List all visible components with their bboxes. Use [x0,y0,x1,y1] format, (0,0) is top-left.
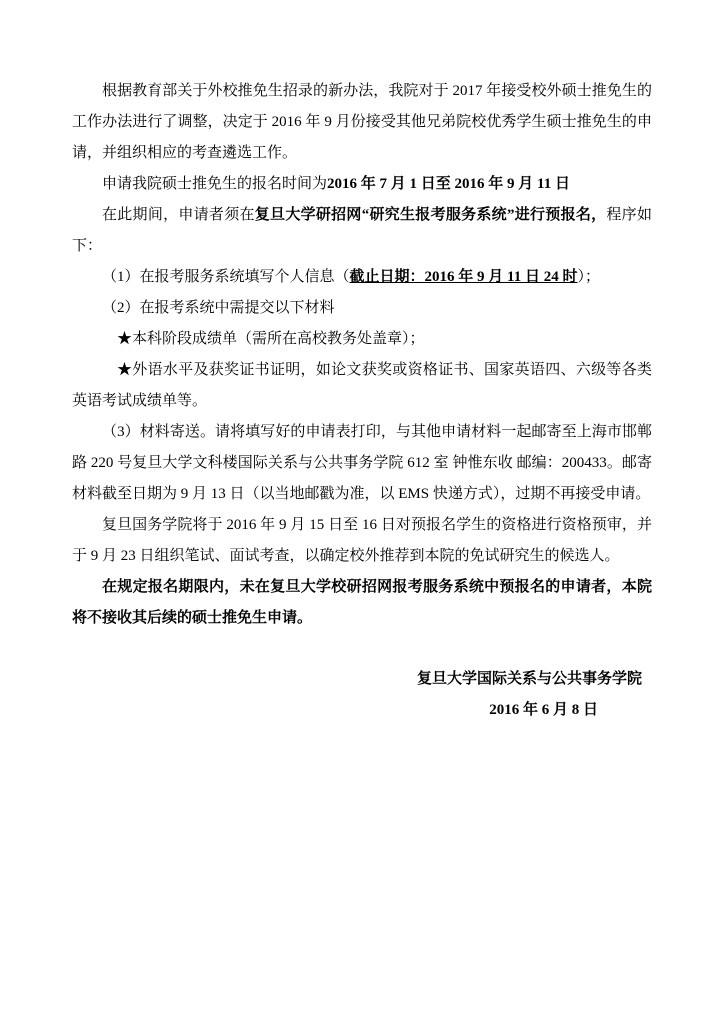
text-run: 程序如下： [72,207,652,254]
text-run: 申请我院硕士推免生的报名时间为 [102,176,328,192]
text-run: 复旦国务学院将于 2016 年 9 月 15 日至 16 日对预报名学生的资格进行资格预审，并于 9 月 23 日组织笔试、面试考查，以确定校外推荐到本院的免试研究生的候选人。 [72,517,652,564]
text-run: （1）在报考服务系统填写个人信息（ [102,269,350,285]
text-run: （3）材料寄送。请将填写好的申请表打印，与其他申请材料一起邮寄至上海市邯郸路 220 号复旦大学文科楼国际关系与公共事务学院 612 室 钟惟东收 邮编：200433。邮寄材料截至日期为 9 月 13 日（以当地邮戳为准，以 EMS 快递方式），过期不再接受申请。 [72,424,652,502]
text-run-bold: 复旦大学研招网“研究生报考服务系统” [254,207,515,223]
paragraph-8 [72,417,652,510]
paragraph-4 [72,262,652,293]
text-run-bold: 在规定报名期限内，未在复旦大学校研招网报考服务系统中预报名的申请者，本院将不接收其后续的硕士推免生申请。 [72,579,652,626]
text-run-bold: 2016 年 7 月 1 日至 2016 年 9 月 11 日 [327,176,570,192]
text-run: ★外语水平及获奖证书证明，如论文获奖或资格证书、国家英语四、六级等各类英语考试成绩单等。 [72,362,652,409]
text-run: ★本科阶段成绩单（需所在高校教务处盖章）； [117,331,425,347]
text-run-bold: 进行预报名， [514,207,607,223]
text-run: 在此期间，申请者须在 [102,207,255,223]
document-body [72,76,652,726]
paragraph-2 [72,169,652,200]
paragraph-5 [72,293,652,324]
paragraph-9 [72,510,652,572]
paragraph-1 [72,76,652,169]
paragraph-6 [72,324,652,355]
signature-block [72,664,652,726]
paragraph-7 [72,355,652,417]
signature-organization: 复旦大学国际关系与公共事务学院 [416,671,642,687]
text-run-underline-bold: 截止日期：2016 年 9 月 11 日 24 时 [349,269,578,285]
paragraph-3 [72,200,652,262]
text-run: ）； [577,269,600,285]
signature-date: 2016 年 6 月 8 日 [489,702,598,718]
text-run: （2）在报考系统中需提交以下材料 [102,300,335,316]
text-run: 根据教育部关于外校推免生招录的新办法，我院对于 2017 年接受校外硕士推免生的工作办法进行了调整，决定于 2016 年 9 月份接受其他兄弟院校优秀学生硕士推免生的申请，并组织相应的考查遴选工作。 [72,83,652,161]
paragraph-10 [72,572,652,634]
